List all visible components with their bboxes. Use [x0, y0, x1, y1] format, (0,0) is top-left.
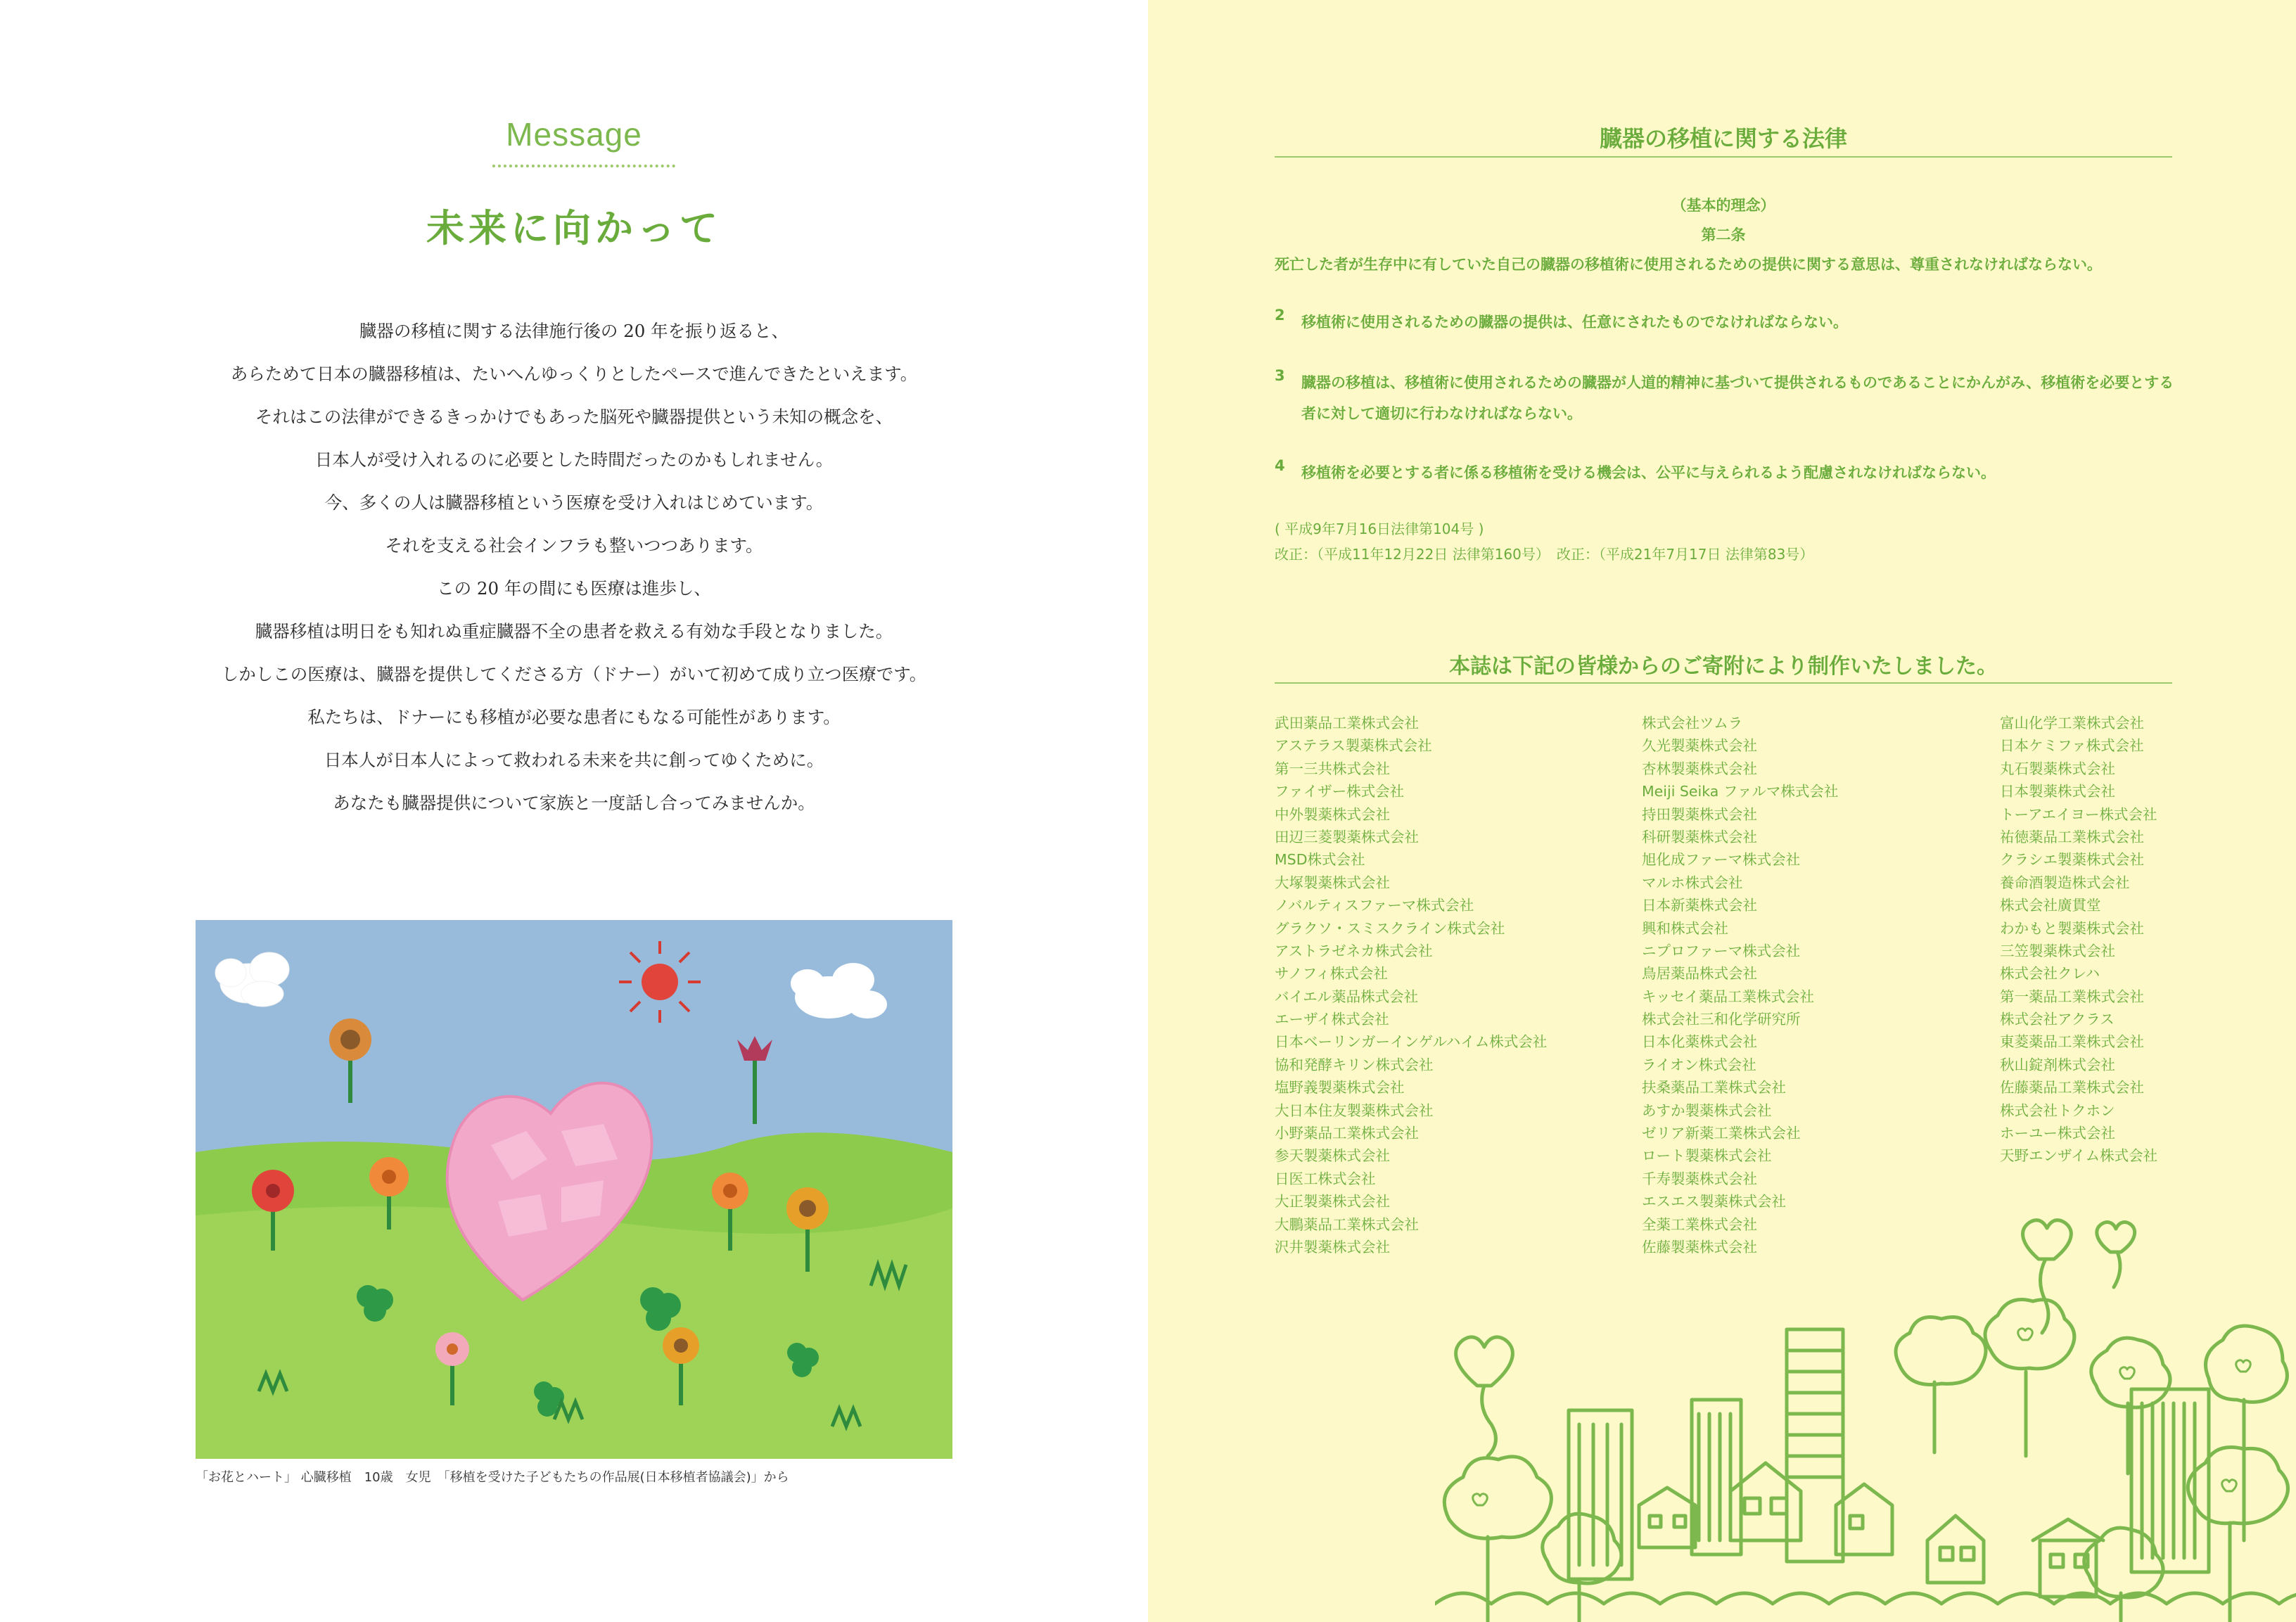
- tree-icon: [1985, 1300, 2074, 1457]
- donor-item: 日医工株式会社: [1275, 1170, 1376, 1187]
- clause-number: 3: [1275, 367, 1285, 384]
- message-line: 臓器の移植に関する法律施行後の 20 年を振り返ると、: [359, 321, 789, 341]
- clause-text: 移植術に使用されるための臓器の提供は、任意にされたものでなければならない。: [1301, 314, 1848, 331]
- donor-item: 丸石製薬株式会社: [2000, 760, 2115, 777]
- donor-list-col1: [1275, 712, 1547, 1258]
- house-icon: [1639, 1488, 1695, 1547]
- message-line: 日本人が受け入れるのに必要とした時間だったのかもしれません。: [314, 449, 834, 470]
- donor-item: 参天製薬株式会社: [1275, 1147, 1390, 1165]
- donor-item: 武田薬品工業株式会社: [1275, 715, 1419, 732]
- donor-item: 全薬工業株式会社: [1642, 1215, 1757, 1233]
- donor-item: 塩野義製薬株式会社: [1275, 1079, 1405, 1097]
- donor-item: トーアエイヨー株式会社: [2000, 805, 2157, 823]
- law-heading: 臓器の移植に関する法律: [1599, 125, 1847, 152]
- page-title: 未来に向かって: [426, 206, 722, 250]
- donor-item: 旭化成ファーマ株式会社: [1642, 851, 1801, 869]
- tree-icon: [1543, 1514, 1621, 1621]
- heart-balloon-icon: [2097, 1222, 2135, 1287]
- donor-item: 秋山錠剤株式会社: [2000, 1056, 2115, 1073]
- donor-item: 日本ベーリンガーインゲルハイム株式会社: [1275, 1033, 1548, 1051]
- donor-item: 田辺三菱製薬株式会社: [1275, 828, 1419, 845]
- donor-item: 株式会社トクホン: [2000, 1101, 2115, 1119]
- donor-item: 株式会社三和化学研究所: [1642, 1011, 1801, 1028]
- donor-item: 株式会社アクラス: [2000, 1011, 2115, 1028]
- small-heart-icon: [1473, 1329, 2251, 1505]
- clause-text: 移植術を必要とする者に係る移植術を受ける機会は、公平に与えられるよう配慮されなければならない。: [1301, 464, 1996, 481]
- donor-item: 富山化学工業株式会社: [2000, 715, 2144, 732]
- message-line: あらためて日本の臓器移植は、たいへんゆっくりとしたペースで進んできたといえます。: [230, 364, 918, 384]
- law-clause-1: 死亡した者が生存中に有していた自己の臓器の移植術に使用されるための提供に関する意思は、尊重されなければならない。: [1275, 256, 2102, 273]
- donor-item: 株式会社廣貫堂: [2000, 897, 2101, 914]
- donor-item: 大日本住友製薬株式会社: [1275, 1101, 1434, 1119]
- law-article-label: 第二条: [1701, 226, 1746, 243]
- donor-list-col3: [2000, 712, 2157, 1168]
- tree-icon: [2206, 1326, 2288, 1540]
- message-line: 私たちは、ドナーにも移植が必要な患者にもなる可能性があります。: [307, 707, 841, 727]
- child-painting-image: [196, 920, 952, 1459]
- donor-item: わかもと製薬株式会社: [2000, 919, 2144, 937]
- donor-item: 第一薬品工業株式会社: [2000, 988, 2144, 1005]
- law-principle-label: （基本的理念）: [1671, 197, 1775, 214]
- donor-item: ノバルティスファーマ株式会社: [1275, 897, 1474, 914]
- donor-item: バイエル薬品株式会社: [1275, 988, 1419, 1005]
- donor-item: 久光製薬株式会社: [1642, 737, 1757, 755]
- donor-item: アステラス製薬株式会社: [1275, 737, 1432, 755]
- donor-item: 日本製薬株式会社: [2000, 783, 2115, 800]
- message-line: それはこの法律ができるきっかけでもあった脳死や臓器提供という未知の概念を、: [255, 407, 893, 427]
- donor-item: 持田製薬株式会社: [1642, 805, 1757, 823]
- donor-item: ロート製薬株式会社: [1642, 1147, 1772, 1165]
- painting-caption: 「お花とハート」 心臓移植 10歳 女児 「移植を受けた子どもたちの作品展(日本移植者協議会)」から: [196, 1470, 789, 1485]
- donor-item: 祐徳薬品工業株式会社: [2000, 828, 2144, 845]
- donor-item: 千寿製薬株式会社: [1642, 1170, 1757, 1187]
- donor-item: 三笠製薬株式会社: [2000, 942, 2115, 959]
- donor-item: 扶桑薬品工業株式会社: [1642, 1079, 1786, 1097]
- donor-item: 大塚製薬株式会社: [1275, 874, 1390, 891]
- donor-item: サノフィ株式会社: [1275, 965, 1388, 983]
- donor-item: エスエス製薬株式会社: [1642, 1193, 1786, 1211]
- donor-item: クラシエ製薬株式会社: [2000, 851, 2144, 869]
- donor-item: 日本ケミファ株式会社: [2000, 737, 2144, 755]
- message-line: この 20 年の間にも医療は進歩し、: [437, 578, 711, 599]
- donor-item: 科研製薬株式会社: [1642, 828, 1757, 845]
- donor-item: 第一三共株式会社: [1275, 760, 1390, 777]
- heart-balloon-icon: [1456, 1337, 1513, 1456]
- donor-list-col2: [1642, 712, 1838, 1258]
- donor-item: キッセイ薬品工業株式会社: [1642, 988, 1814, 1005]
- shrub-line: [1435, 1593, 2296, 1604]
- donors-heading: 本誌は下記の皆様からのご寄附により制作いたしました。: [1449, 654, 1998, 679]
- building-icon: [2131, 1389, 2209, 1572]
- donor-item: 沢井製薬株式会社: [1275, 1238, 1390, 1256]
- donor-item: 株式会社ツムラ: [1642, 715, 1743, 732]
- message-line: 日本人が日本人によって救われる未来を共に創ってゆくために。: [324, 750, 824, 770]
- donor-item: 日本化薬株式会社: [1642, 1033, 1757, 1051]
- donor-item: あすか製薬株式会社: [1642, 1101, 1772, 1119]
- donor-item: 日本新薬株式会社: [1642, 897, 1757, 914]
- donor-item: 養命酒製造株式会社: [2000, 874, 2130, 891]
- donor-item: 杏林製薬株式会社: [1642, 760, 1757, 777]
- donors-heading-rule: [1275, 682, 2172, 684]
- donor-item: Meiji Seika ファルマ株式会社: [1642, 783, 1839, 800]
- donor-item: ライオン株式会社: [1642, 1056, 1756, 1073]
- donor-item: 協和発酵キリン株式会社: [1275, 1056, 1434, 1073]
- donor-item: 株式会社クレハ: [2000, 965, 2100, 983]
- donor-item: 天野エンザイム株式会社: [2000, 1147, 2158, 1165]
- donor-item: 鳥居薬品株式会社: [1642, 965, 1757, 983]
- house-icon: [1927, 1516, 1984, 1583]
- donor-item: マルホ株式会社: [1642, 874, 1743, 891]
- message-body: [141, 309, 1007, 824]
- donor-item: エーザイ株式会社: [1275, 1011, 1389, 1028]
- law-reference: ( 平成9年7月16日法律第104号 ): [1275, 521, 1484, 537]
- clause-text: 臓器の移植は、移植術に使用されるための臓器が人道的精神に基づいて提供されるものであることにかんがみ、移植術を必要とする者に対して適切に行わなければならない。: [1301, 374, 2174, 422]
- law-heading-rule: [1275, 156, 2172, 158]
- donor-item: 大鵬薬品工業株式会社: [1275, 1215, 1419, 1233]
- dotted-divider: [492, 165, 675, 167]
- donor-item: グラクソ・スミスクライン株式会社: [1275, 919, 1505, 937]
- sun-icon: [619, 941, 701, 1023]
- donor-item: MSD株式会社: [1275, 851, 1365, 869]
- donor-item: ゼリア新薬工業株式会社: [1642, 1125, 1801, 1142]
- message-line: あなたも臓器提供について家族と一度話し合ってみませんか。: [333, 793, 815, 813]
- donor-item: 中外製薬株式会社: [1275, 805, 1390, 823]
- message-line: それを支える社会インフラも整いつつあります。: [385, 535, 763, 556]
- law-amendments: 改正：（平成11年12月22日 法律第160号） 改正：（平成21年7月17日 法律第83号）: [1275, 546, 1814, 563]
- message-label: Message: [506, 116, 642, 153]
- donor-item: ニプロファーマ株式会社: [1642, 942, 1801, 959]
- donor-item: 興和株式会社: [1642, 919, 1728, 937]
- message-line: 今、多くの人は臓器移植という医療を受け入れはじめています。: [324, 492, 824, 513]
- clause-number: 4: [1275, 457, 1285, 474]
- donor-item: 佐藤製薬株式会社: [1642, 1238, 1757, 1256]
- donor-item: 大正製薬株式会社: [1275, 1193, 1390, 1211]
- town-illustration: [1435, 1210, 2296, 1622]
- donor-item: 佐藤薬品工業株式会社: [2000, 1079, 2144, 1097]
- building-icon: [1692, 1400, 1741, 1554]
- clause-number: 2: [1275, 307, 1285, 324]
- donor-item: 東菱薬品工業株式会社: [2000, 1033, 2144, 1051]
- message-line: 臓器移植は明日をも知れぬ重症臓器不全の患者を救える有効な手段となりました。: [255, 621, 893, 641]
- message-line: しかしこの医療は、臓器を提供してくださる方（ドナー）がいて初めて成り立つ医療です。: [221, 664, 927, 684]
- donor-item: ホーユー株式会社: [2000, 1125, 2115, 1142]
- tree-icon: [1896, 1317, 1986, 1453]
- donor-item: ファイザー株式会社: [1275, 783, 1405, 800]
- donor-item: アストラゼネカ株式会社: [1275, 942, 1433, 959]
- donor-item: 小野薬品工業株式会社: [1275, 1125, 1419, 1142]
